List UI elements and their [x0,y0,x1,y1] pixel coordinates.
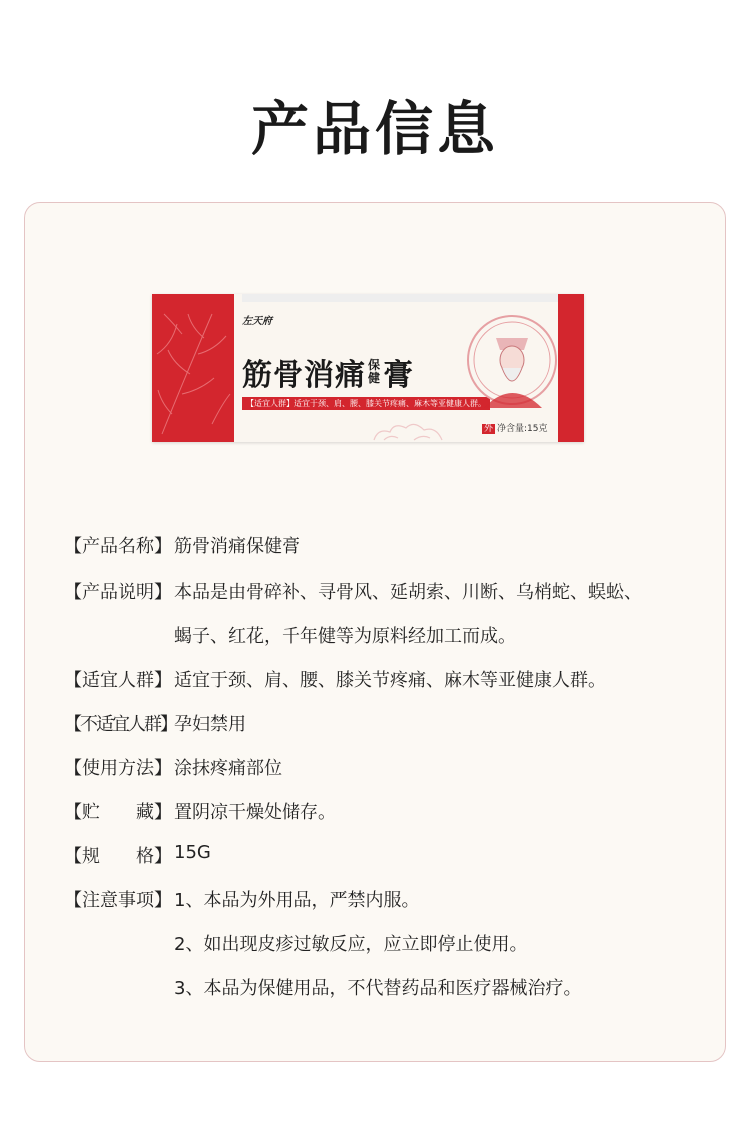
leaf-pattern-icon [152,294,234,442]
spec-value: 孕妇禁用 [174,714,246,735]
spec-value: 3、本品为保健用品，不代替药品和医疗器械治疗。 [174,978,582,999]
box-net-badge: 外 [484,424,494,434]
spec-value: 适宜于颈、肩、腰、膝关节疼痛、麻木等亚健康人群。 [174,670,606,691]
box-name-small-top: 保 [368,358,382,372]
product-box-image [152,294,584,442]
portrait-seal-icon [464,308,560,418]
spec-value: 涂抹疼痛部位 [174,758,282,779]
spec-value: 置阴凉干燥处储存。 [174,802,336,823]
spec-label: 【注意事项】 [64,890,172,911]
spec-label: 【不适宜人群】 [64,714,176,735]
box-product-name [242,350,414,394]
spec-label: 【产品名称】 [64,536,172,557]
box-left-panel [152,294,234,442]
box-brand-logo: 左天府 [242,316,272,327]
box-name-stack [368,359,381,385]
box-right-panel [558,294,584,442]
spec-value: 筋骨消痛保健膏 [174,536,300,557]
spec-label: 【规 格】 [64,846,172,867]
page-title: 产品信息 [250,95,499,163]
spec-label: 【适宜人群】 [64,670,172,691]
box-top-strip [242,294,558,302]
box-tag: 【适宜人群】适宜于颈、肩、腰、膝关节疼痛、麻木等亚健康人群。 [242,397,490,410]
spec-value: 1、本品为外用品，严禁内服。 [174,890,420,911]
box-name-end: 膏 [383,358,415,393]
box-net-text: 净含量:15克 [497,424,548,434]
spec-value: 蝎子、红花，千年健等为原料经加工而成。 [174,626,516,647]
spec-label: 【使用方法】 [64,758,172,779]
spec-value: 2、如出现皮疹过敏反应，应立即停止使用。 [174,934,528,955]
cloud-pattern-icon [368,418,448,442]
spec-label: 【贮 藏】 [64,802,172,823]
spec-value: 15G [174,842,211,863]
box-net-weight [482,421,548,434]
spec-label: 【产品说明】 [64,582,172,603]
box-name-main: 筋骨消痛 [242,358,366,393]
spec-value: 本品是由骨碎补、寻骨风、延胡索、川断、乌梢蛇、蜈蚣、 [174,582,642,603]
box-name-small-bottom: 健 [368,371,382,385]
